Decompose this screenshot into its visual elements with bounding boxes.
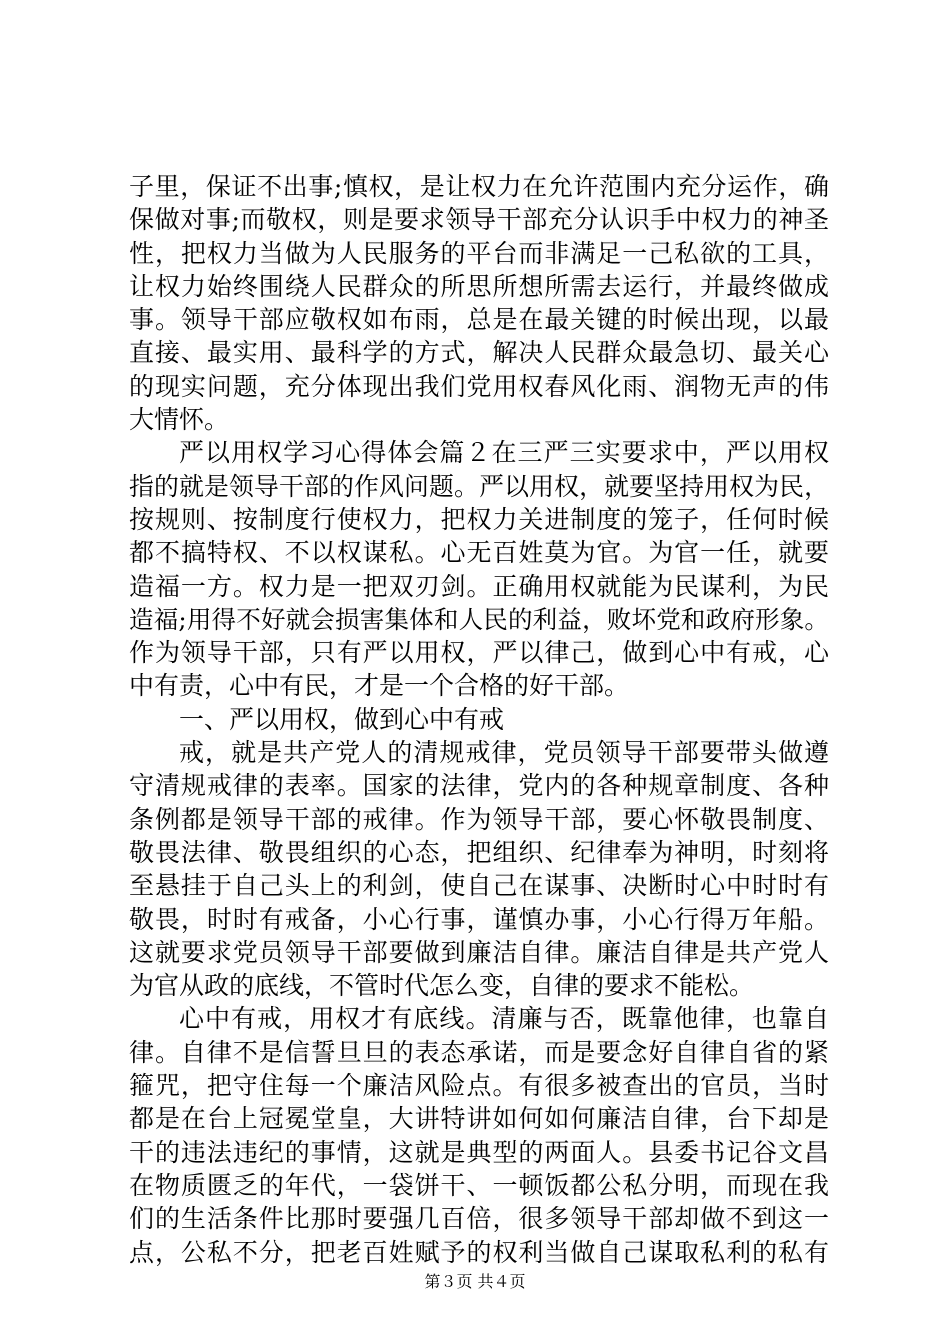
text-line: 敬畏法律、敬畏组织的心态，把组织、纪律奉为神明，时刻将 — [129, 837, 829, 867]
text-line: 心中有戒，用权才有底线。清廉与否，既靠他律，也靠自 — [179, 1004, 829, 1034]
text-line: 为官从政的底线，不管时代怎么变，自律的要求不能松。 — [129, 971, 755, 1001]
text-line: 都是在台上冠冕堂皇，大讲特讲如何如何廉洁自律，台下却是 — [129, 1104, 829, 1134]
text-line: 事。领导干部应敬权如布雨，总是在最关键的时候出现，以最 — [129, 305, 829, 335]
text-line: 造福;用得不好就会损害集体和人民的利益，败坏党和政府形象。 — [129, 604, 829, 634]
text-line: 箍咒，把守住每一个廉洁风险点。有很多被查出的官员，当时 — [129, 1071, 829, 1101]
text-line: 一、严以用权，做到心中有戒 — [179, 704, 505, 734]
text-line: 大情怀。 — [129, 405, 230, 435]
text-line: 在物质匮乏的年代，一袋饼干、一顿饭都公私分明，而现在我 — [129, 1170, 829, 1200]
text-line: 条例都是领导干部的戒律。作为领导干部，要心怀敬畏制度、 — [129, 804, 829, 834]
text-line: 守清规戒律的表率。国家的法律，党内的各种规章制度、各种 — [129, 771, 829, 801]
text-line: 保做对事;而敬权，则是要求领导干部充分认识手中权力的神圣 — [129, 205, 829, 235]
text-line: 指的就是领导干部的作风问题。严以用权，就要坚持用权为民， — [129, 471, 829, 501]
text-line: 至悬挂于自己头上的利剑，使自己在谋事、决断时心中时时有 — [129, 871, 829, 901]
text-line: 作为领导干部，只有严以用权，严以律己，做到心中有戒，心 — [129, 638, 829, 668]
text-line: 中有责，心中有民，才是一个合格的好干部。 — [129, 671, 630, 701]
text-line: 都不搞特权、不以权谋私。心无百姓莫为官。为官一任，就要 — [129, 538, 829, 568]
text-line: 造福一方。权力是一把双刃剑。正确用权就能为民谋利，为民 — [129, 571, 829, 601]
text-line: 的现实问题，充分体现出我们党用权春风化雨、润物无声的伟 — [129, 371, 829, 401]
text-line: 律。自律不是信誓旦旦的表态承诺，而是要念好自律自省的紧 — [129, 1037, 829, 1067]
text-line: 严以用权学习心得体会篇２在三严三实要求中，严以用权 — [179, 438, 829, 468]
text-line: 按规则、按制度行使权力，把权力关进制度的笼子，任何时候 — [129, 504, 829, 534]
document-body — [129, 170, 829, 1269]
text-line: 干的违法违纪的事情，这就是典型的两面人。县委书记谷文昌 — [129, 1137, 829, 1167]
text-line: 敬畏，时时有戒备，小心行事，谨慎办事，小心行得万年船。 — [129, 904, 829, 934]
text-line: 点，公私不分，把老百姓赋予的权利当做自己谋取私利的私有 — [129, 1237, 829, 1267]
page-number-footer: 第３页 共４页 — [424, 1272, 526, 1291]
text-line: 性，把权力当做为人民服务的平台而非满足一己私欲的工具， — [129, 238, 829, 268]
text-line: 这就要求党员领导干部要做到廉洁自律。廉洁自律是共产党人 — [129, 937, 829, 967]
text-line: 让权力始终围绕人民群众的所思所想所需去运行，并最终做成 — [129, 271, 829, 301]
text-line: 们的生活条件比那时要强几百倍，很多领导干部却做不到这一 — [129, 1204, 829, 1234]
text-line: 子里，保证不出事;慎权，是让权力在允许范围内充分运作，确 — [129, 172, 829, 201]
text-line: 戒，就是共产党人的清规戒律，党员领导干部要带头做遵 — [179, 738, 829, 768]
text-line: 直接、最实用、最科学的方式，解决人民群众最急切、最关心 — [129, 338, 829, 368]
